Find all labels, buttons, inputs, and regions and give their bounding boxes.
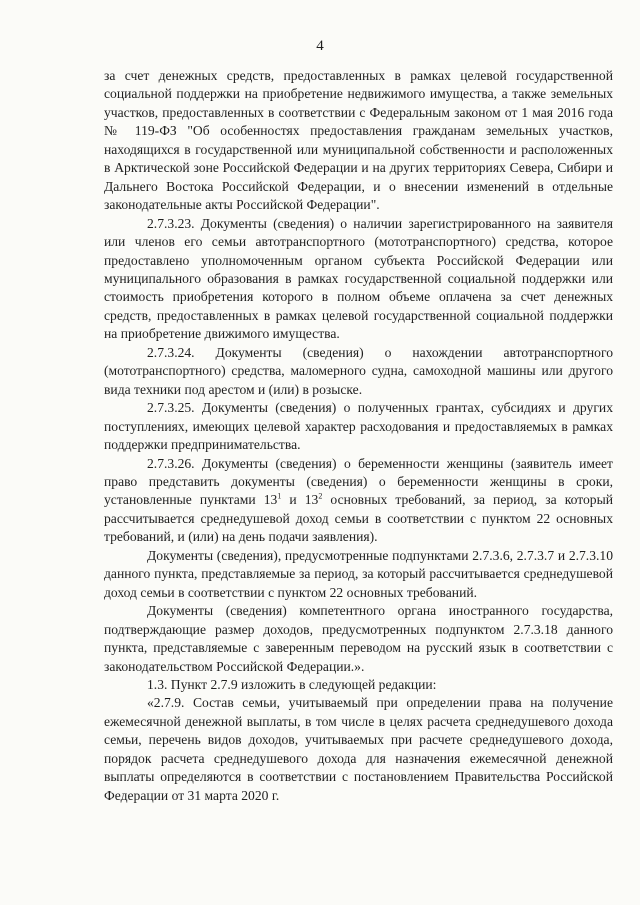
paragraph-2-7-3-26-text-end: основных требований, за период, за который рассчитывается среднедушевой доход семьи в соответствии с пунктом 22 основных требований, и (или) на день подачи заявления).: [104, 492, 613, 545]
superscript-1: 1: [277, 491, 282, 501]
paragraph-documents-period: Документы (сведения), предусмотренные подпунктами 2.7.3.6, 2.7.3.7 и 2.7.3.10 данного пункта, представляемые за период, за который рассчитывается среднедушевой доход семьи в соответствии с пунктом 22 основных требований.: [104, 547, 613, 600]
paragraph-2-7-3-25: 2.7.3.25. Документы (сведения) о полученных грантах, субсидиях и других поступлениях, имеющих целевой характер расходования и предоставляемых в рамках поддержки предпринимательства.: [104, 400, 613, 453]
paragraph-2-7-3-24: 2.7.3.24. Документы (сведения) о нахождении автотранспортного (мототранспортного) средства, маломерного судна, самоходной машины или другого вида техники под арестом и (или) в розыске.: [104, 344, 613, 397]
paragraph-2-7-3-26-text-start: 2.7.3.26. Документы (сведения) о беременности женщины (заявитель имеет право представить документы (сведения) о беременности женщины в сроки, установленные пунктами 13: [104, 455, 613, 508]
document-body: [104, 67, 613, 805]
paragraph-foreign-documents: Документы (сведения) компетентного органа иностранного государства, подтверждающие размер доходов, предусмотренных подпунктом 2.7.3.18 данного пункта, представляемые с заверенным переводом на русский язык в соответствии с законодательством Российской Федерации.».: [104, 603, 613, 674]
superscript-2: 2: [318, 491, 323, 501]
paragraph-2-7-9: «2.7.9. Состав семьи, учитываемый при определении права на получение ежемесячной денежной выплаты, в том числе в целях расчета среднедушевого дохода семьи, перечень видов доходов, учитываемых при расчете среднедушевого дохода, порядок расчета среднедушевого дохода для назначения ежемесячной денежной выплаты определяются в соответствии с постановлением Правительства Российской Федерации от 31 марта 2020 г.: [104, 695, 613, 803]
paragraph-2-7-3-23: 2.7.3.23. Документы (сведения) о наличии зарегистрированного на заявителя или членов его семьи автотранспортного (мототранспортного) средства, которое предоставлено уполномоченным органом субъекта Российской Федерации или муниципального образования в рамках государственной социальной поддержки или стоимость приобретения которого в полном объеме оплачена за счет денежных средств, предоставленных в рамках целевой государственной социальной поддержки на приобретение движимого имущества.: [104, 215, 613, 342]
paragraph-2-7-3-26-text-mid: и 13: [281, 492, 319, 508]
paragraph-2-7-3-26: [104, 455, 613, 547]
paragraph-1-3: 1.3. Пункт 2.7.9 изложить в следующей редакции:: [147, 676, 437, 692]
page-number: 4: [316, 38, 324, 54]
paragraph-continuation: за счет денежных средств, предоставленных в рамках целевой государственной социальной поддержки на приобретение недвижимого имущества, а также земельных участков, предоставленных в соответствии с Федеральным законом от 1 мая 2016 года № 119-ФЗ "Об особенностях предоставления гражданам земельных участков, находящихся в государственной или муниципальной собственности и расположенных в Арктической зоне Российской Федерации и на других территориях Севера, Сибири и Дальнего Востока Российской Федерации, и о внесении изменений в отдельные законодательные акты Российской Федерации".: [104, 68, 613, 213]
